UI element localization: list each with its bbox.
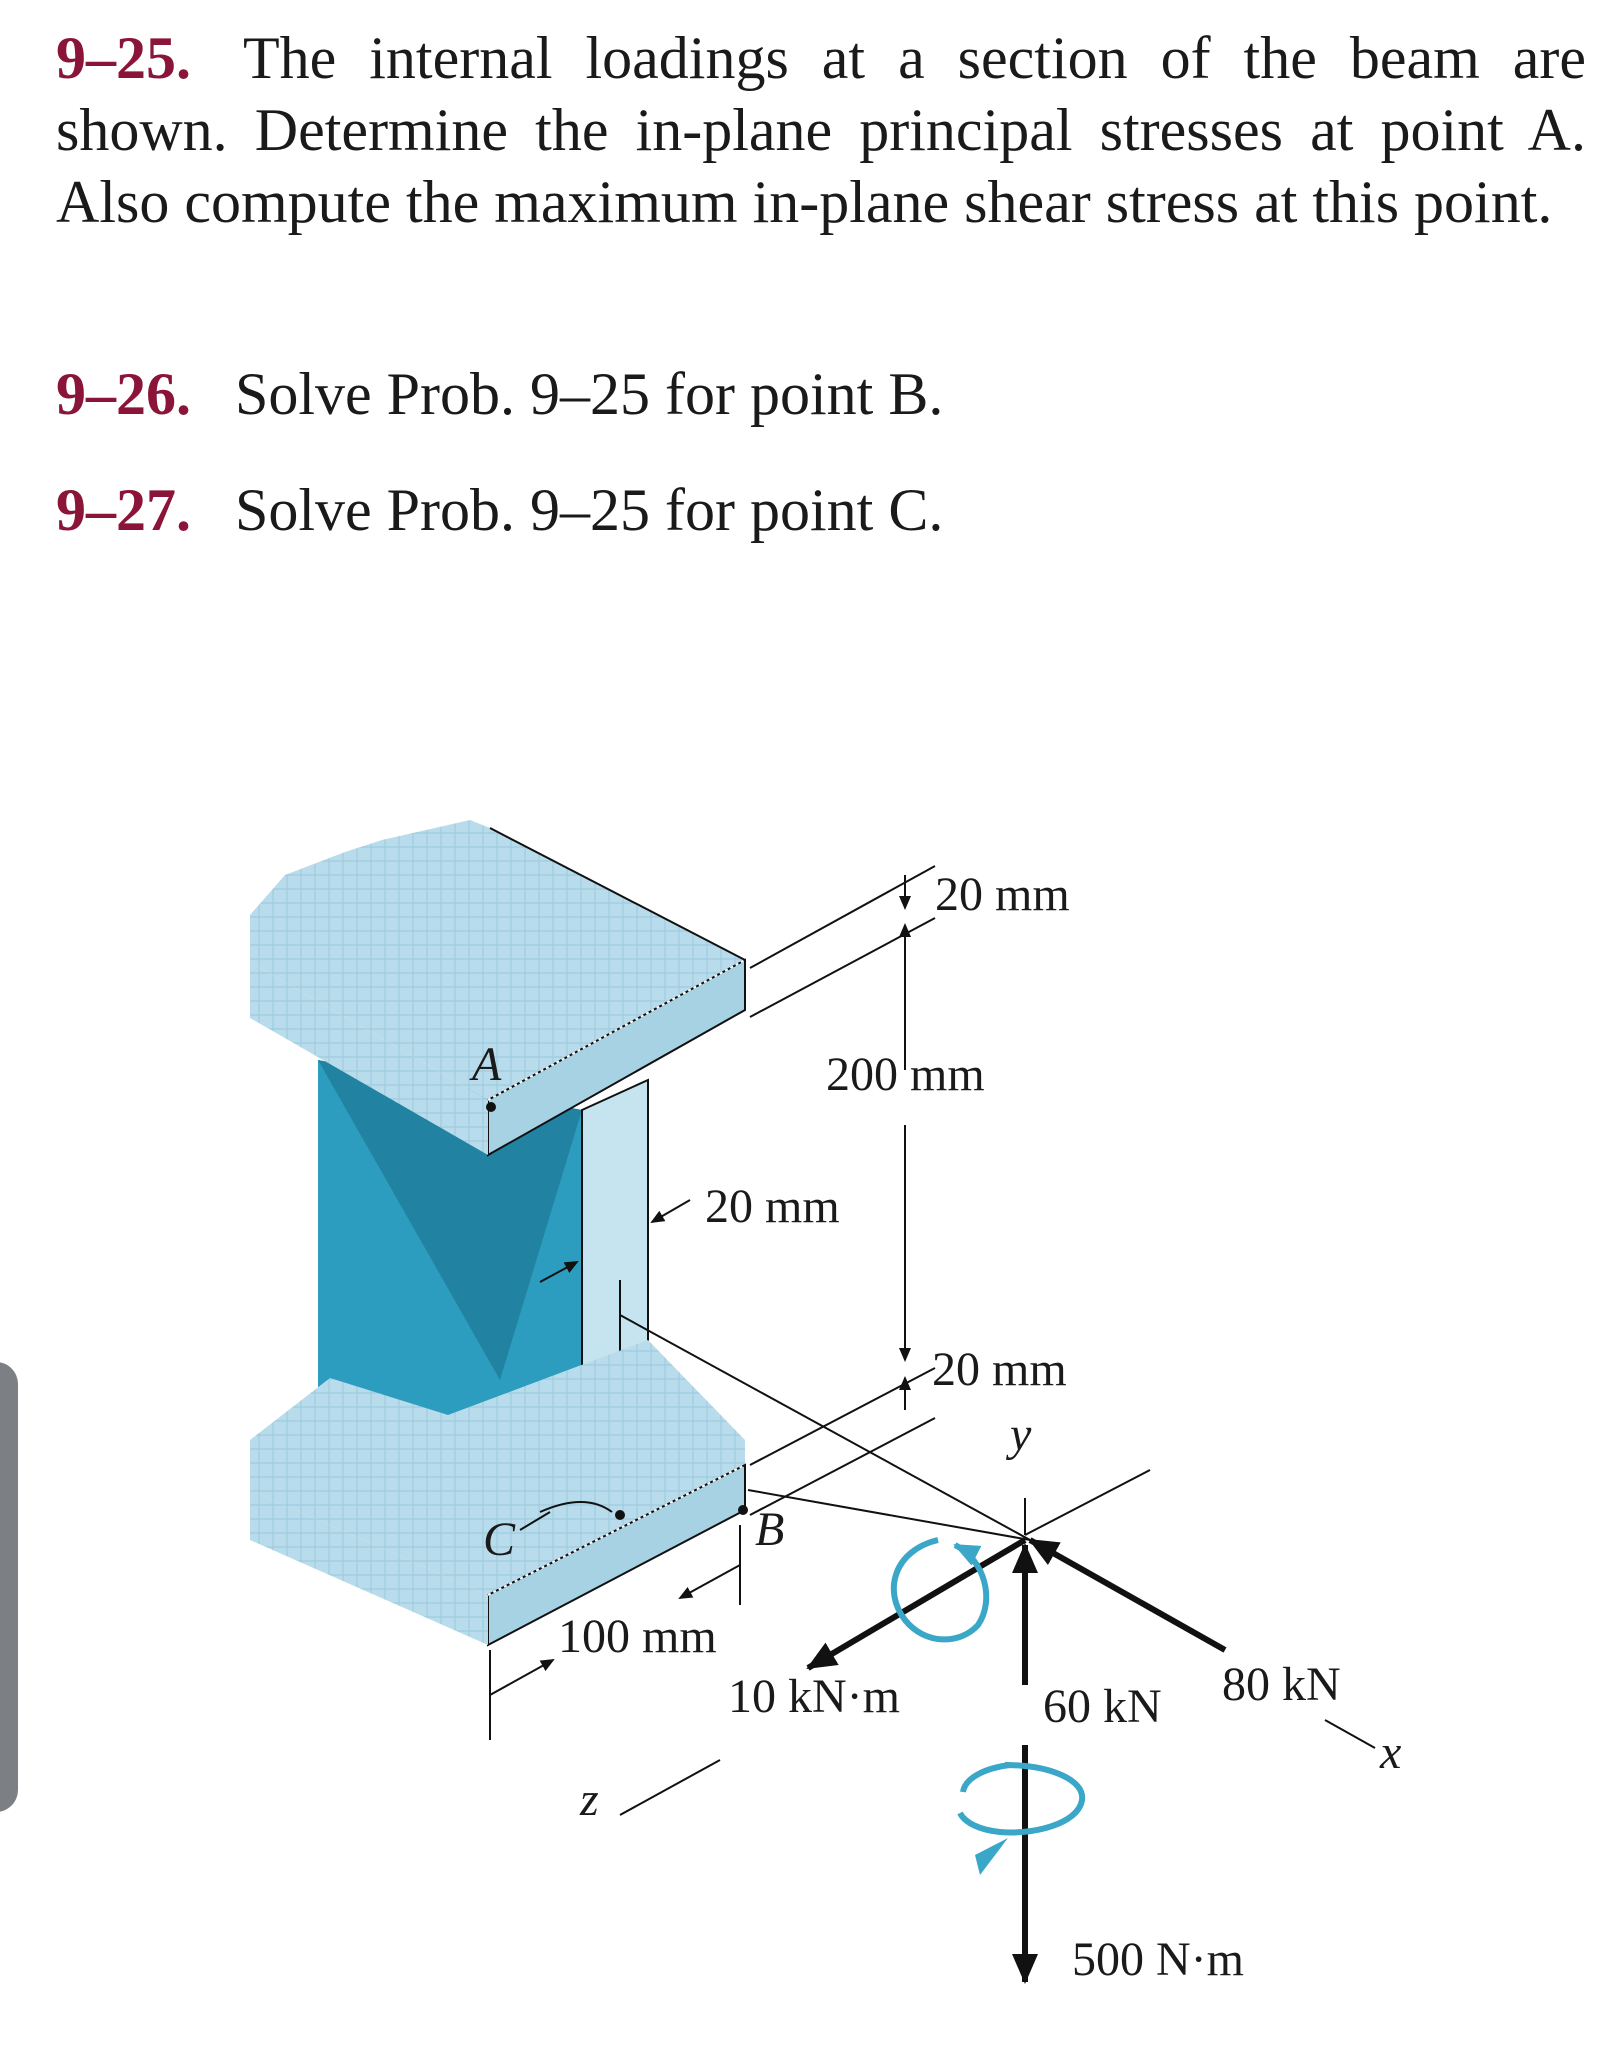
problem-number: 9–26. — [56, 361, 191, 427]
point-b-marker — [738, 1505, 748, 1515]
load-torque-label: 500 N·m — [1072, 1933, 1244, 1986]
dim-depth: 200 mm — [826, 1048, 985, 1101]
dim-flange-top: 20 mm — [935, 868, 1070, 921]
label-point-c: C — [483, 1513, 516, 1566]
point-c-marker — [615, 1510, 625, 1520]
problem-text: Solve Prob. 9–25 for point B. — [235, 361, 944, 427]
load-axial-label: 80 kN — [1222, 1658, 1341, 1711]
axis-x-label: x — [1380, 1726, 1402, 1779]
label-point-b: B — [755, 1503, 785, 1556]
dim-flange-bottom: 20 mm — [932, 1343, 1067, 1396]
problem-number: 9–25. — [56, 25, 191, 91]
moment-10-arrow — [808, 1540, 1025, 1668]
label-point-a: A — [472, 1038, 502, 1091]
point-a-marker — [486, 1102, 496, 1112]
dim-width: 100 mm — [558, 1610, 717, 1663]
load-shear-label: 60 kN — [1043, 1680, 1162, 1733]
dim-web: 20 mm — [705, 1180, 840, 1233]
load-moment-label: 10 kN·m — [728, 1670, 900, 1723]
load-system — [620, 1470, 1375, 1982]
axial-80-arrow — [1030, 1540, 1225, 1650]
problem-text: The internal loadings at a section of the beam are shown. Determine the in-plane principal stresses at point A. Also compute the maximum in-plane shear stress at this point. — [56, 25, 1586, 235]
problem-number: 9–27. — [56, 477, 191, 543]
problem-text: Solve Prob. 9–25 for point C. — [235, 477, 944, 543]
axis-y-label: y — [1010, 1408, 1032, 1461]
axis-z-label: z — [580, 1773, 599, 1826]
